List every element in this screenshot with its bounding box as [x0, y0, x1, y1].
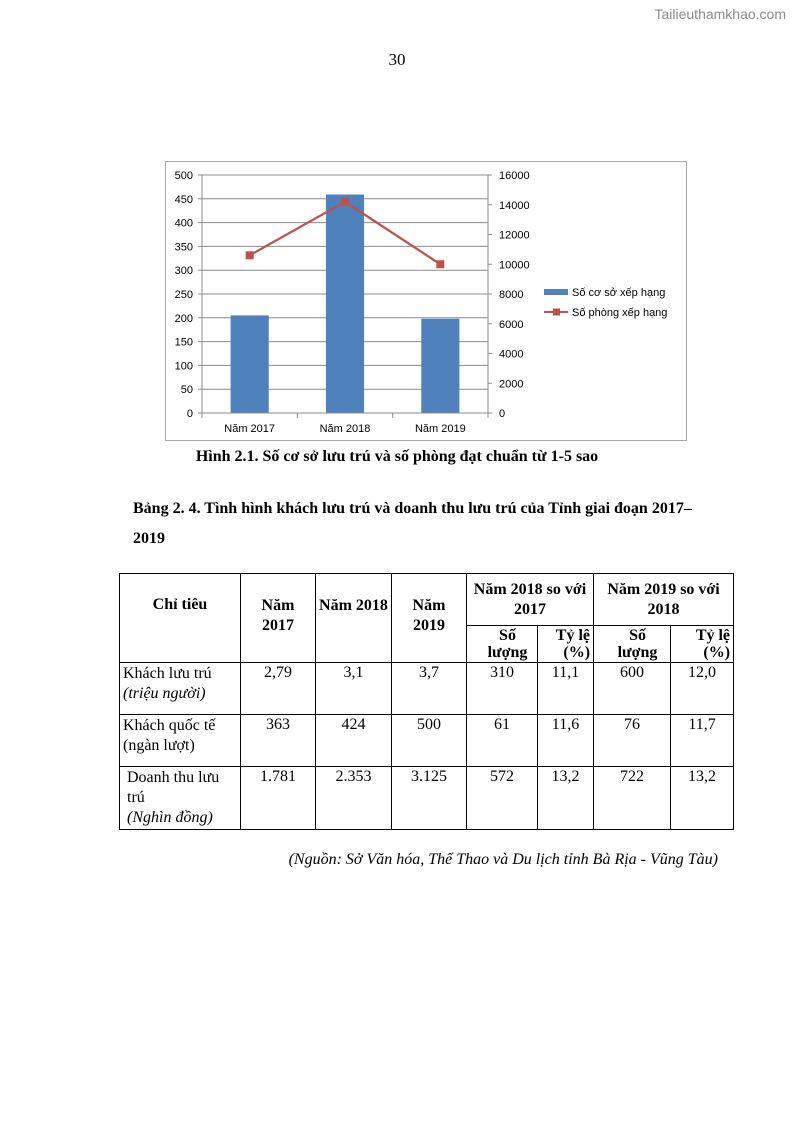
row-label: Khách lưu trú [123, 665, 212, 682]
row-unit: (triệu người) [123, 685, 206, 702]
row-label: Doanh thu lưu trú [127, 769, 220, 806]
table-row [120, 663, 734, 715]
cell-2017: 2,79 [241, 663, 316, 715]
y-left-tick-label: 0 [186, 408, 193, 420]
cell-2017: 1.781 [241, 767, 316, 830]
header-2018: Năm 2018 [316, 574, 392, 663]
cell-rate-2: 13,2 [671, 767, 734, 830]
legend-swatch-bar [544, 289, 568, 295]
y-right-tick-label: 14000 [499, 199, 530, 212]
header-2019: Năm 2019 [392, 574, 467, 663]
cell-2019: 3.125 [392, 767, 467, 830]
y-left-tick-label: 100 [174, 360, 193, 373]
header-2017: Năm 2017 [241, 574, 316, 663]
y-left-tick-label: 300 [174, 265, 193, 278]
x-tick-label: Năm 2019 [414, 423, 466, 435]
cell-2018: 2.353 [316, 767, 392, 830]
data-table [119, 573, 734, 830]
y-left-tick-label: 200 [174, 312, 193, 325]
y-left-tick-label: 350 [174, 241, 193, 254]
cell-rate-1: 13,2 [538, 767, 594, 830]
y-right-tick-label: 0 [499, 408, 506, 420]
bar [326, 195, 364, 413]
source-note: (Nguồn: Sở Văn hóa, Thể Thao và Du lịch tỉnh Bà Rịa - Vũng Tàu) [288, 851, 718, 868]
page-number: 30 [388, 50, 406, 69]
cell-rate-1: 11,1 [538, 663, 594, 715]
table-row [120, 767, 734, 830]
y-left-tick-label: 500 [174, 170, 193, 182]
table-row [120, 715, 734, 767]
row-label-cell [120, 715, 241, 767]
x-tick-label: Năm 2017 [224, 423, 276, 435]
y-right-tick-label: 12000 [499, 229, 530, 242]
combo-chart [166, 162, 686, 440]
x-tick-label: Năm 2018 [319, 423, 371, 435]
header-compare-2019-2018: Năm 2019 so với 2018 [594, 574, 734, 626]
row-label: Khách quốc tế [123, 717, 216, 734]
row-label-cell [120, 663, 241, 715]
y-left-tick-label: 250 [174, 289, 193, 301]
chart-frame [165, 161, 687, 441]
row-unit: (ngàn lượt) [123, 737, 195, 754]
row-unit: (Nghìn đồng) [127, 809, 213, 826]
cell-qty-1: 572 [467, 767, 538, 830]
header-indicator: Chỉ tiêu [120, 574, 241, 663]
legend-label: Số cơ sở xếp hạng [572, 287, 666, 299]
subheader-rate: Tỷ lệ (%) [538, 626, 594, 663]
cell-qty-1: 310 [467, 663, 538, 715]
y-left-tick-label: 50 [180, 384, 193, 397]
cell-2018: 3,1 [316, 663, 392, 715]
y-left-tick-label: 150 [174, 336, 193, 349]
y-right-tick-label: 16000 [499, 170, 530, 182]
cell-qty-1: 61 [467, 715, 538, 767]
figure-caption: Hình 2.1. Số cơ sở lưu trú và số phòng đạt chuẩn từ 1-5 sao [195, 448, 599, 465]
subheader-quantity: Số lượng [467, 626, 538, 663]
watermark: Tailieuthamkhao.com [654, 6, 786, 22]
cell-qty-2: 600 [594, 663, 671, 715]
line-marker [246, 251, 254, 259]
cell-2019: 3,7 [392, 663, 467, 715]
y-left-tick-label: 450 [174, 193, 193, 206]
cell-2017: 363 [241, 715, 316, 767]
y-left-tick-label: 400 [174, 217, 193, 230]
legend-swatch-marker [553, 309, 560, 316]
cell-qty-2: 722 [594, 767, 671, 830]
y-right-tick-label: 8000 [499, 289, 524, 301]
subheader-rate: Tỷ lệ (%) [671, 626, 734, 663]
bar [231, 315, 269, 413]
cell-2019: 500 [392, 715, 467, 767]
header-compare-2018-2017: Năm 2018 so với 2017 [467, 574, 594, 626]
y-right-tick-label: 4000 [499, 348, 524, 361]
legend-label: Số phòng xếp hạng [572, 307, 668, 319]
cell-rate-1: 11,6 [538, 715, 594, 767]
cell-qty-2: 76 [594, 715, 671, 767]
y-right-tick-label: 6000 [499, 318, 524, 331]
y-right-tick-label: 10000 [499, 259, 530, 272]
row-label-cell [120, 767, 241, 830]
line-marker [341, 198, 349, 206]
line-marker [436, 260, 444, 268]
cell-rate-2: 12,0 [671, 663, 734, 715]
subheader-quantity: Số lượng [594, 626, 671, 663]
bar [421, 319, 459, 413]
y-right-tick-label: 2000 [499, 378, 524, 391]
table-title: Bảng 2. 4. Tình hình khách lưu trú và doanh thu lưu trú của Tỉnh giai đoạn 2017– 2019 [133, 500, 692, 547]
cell-2018: 424 [316, 715, 392, 767]
cell-rate-2: 11,7 [671, 715, 734, 767]
